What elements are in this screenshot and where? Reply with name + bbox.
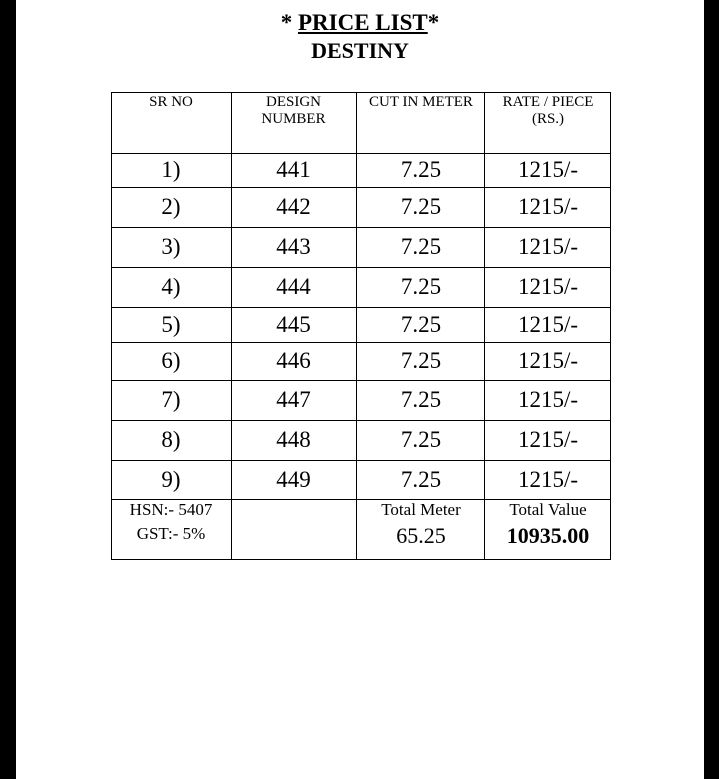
cell-rate: 1215/- <box>517 274 579 299</box>
cell-cut-meter: 7.25 <box>400 274 442 299</box>
cell-design-number: 443 <box>276 234 311 259</box>
cell-rate: 1215/- <box>517 387 579 412</box>
cell-rate: 1215/- <box>517 348 579 373</box>
cell-cut-meter: 7.25 <box>400 387 442 412</box>
row-divider <box>111 267 610 268</box>
row-divider <box>111 460 610 461</box>
total-meter-label: Total Meter <box>381 500 461 519</box>
row-divider <box>111 187 610 188</box>
total-meter-value: 65.25 <box>396 523 446 548</box>
cell-rate: 1215/- <box>517 311 579 337</box>
cell-sr-no: 4) <box>161 274 181 299</box>
cell-sr-no: 1) <box>161 157 181 182</box>
cell-design-number: 445 <box>276 311 311 337</box>
hsn-label: HSN:- 5407 <box>129 500 213 519</box>
cell-rate: 1215/- <box>517 157 579 182</box>
row-divider <box>111 227 610 228</box>
cell-sr-no: 8) <box>161 427 181 452</box>
cell-sr-no: 2) <box>161 194 181 219</box>
header-cut-in-meter: CUT IN METER <box>369 94 473 110</box>
page-subtitle: DESTINY <box>311 38 409 63</box>
cell-design-number: 444 <box>276 274 311 299</box>
title-star-left: * <box>280 10 298 35</box>
cell-rate: 1215/- <box>517 194 579 219</box>
cell-cut-meter: 7.25 <box>400 466 442 492</box>
title-text: PRICE LIST <box>298 10 428 35</box>
cell-cut-meter: 7.25 <box>400 194 442 219</box>
header-design-number: DESIGN NUMBER <box>261 94 326 128</box>
cell-design-number: 442 <box>276 194 311 219</box>
header-sr-no: SR NO <box>149 94 193 110</box>
row-divider <box>111 342 610 343</box>
cell-cut-meter: 7.25 <box>400 234 442 259</box>
row-divider <box>111 420 610 421</box>
cell-sr-no: 9) <box>161 466 181 492</box>
cell-design-number: 446 <box>276 348 311 373</box>
cell-rate: 1215/- <box>517 466 579 492</box>
cell-rate: 1215/- <box>517 427 579 452</box>
cell-design-number: 449 <box>276 466 311 492</box>
gst-label: GST:- 5% <box>136 524 206 543</box>
row-divider <box>111 380 610 381</box>
cell-sr-no: 7) <box>161 387 181 412</box>
cell-cut-meter: 7.25 <box>400 311 442 337</box>
total-value-value: 10935.00 <box>506 523 590 548</box>
page-title <box>16 10 704 36</box>
row-divider <box>111 307 610 308</box>
total-value-label: Total Value <box>509 500 587 519</box>
cell-rate: 1215/- <box>517 234 579 259</box>
cell-design-number: 441 <box>276 157 311 182</box>
cell-cut-meter: 7.25 <box>400 157 442 182</box>
cell-sr-no: 6) <box>161 348 181 373</box>
cell-design-number: 447 <box>276 387 311 412</box>
cell-design-number: 448 <box>276 427 311 452</box>
row-divider <box>111 153 610 154</box>
document-page <box>16 0 704 779</box>
cell-cut-meter: 7.25 <box>400 348 442 373</box>
cell-cut-meter: 7.25 <box>400 427 442 452</box>
title-star-right: * <box>427 10 440 35</box>
cell-sr-no: 5) <box>161 311 181 337</box>
header-rate-per-piece: RATE / PIECE (RS.) <box>502 94 594 128</box>
cell-sr-no: 3) <box>161 234 181 259</box>
